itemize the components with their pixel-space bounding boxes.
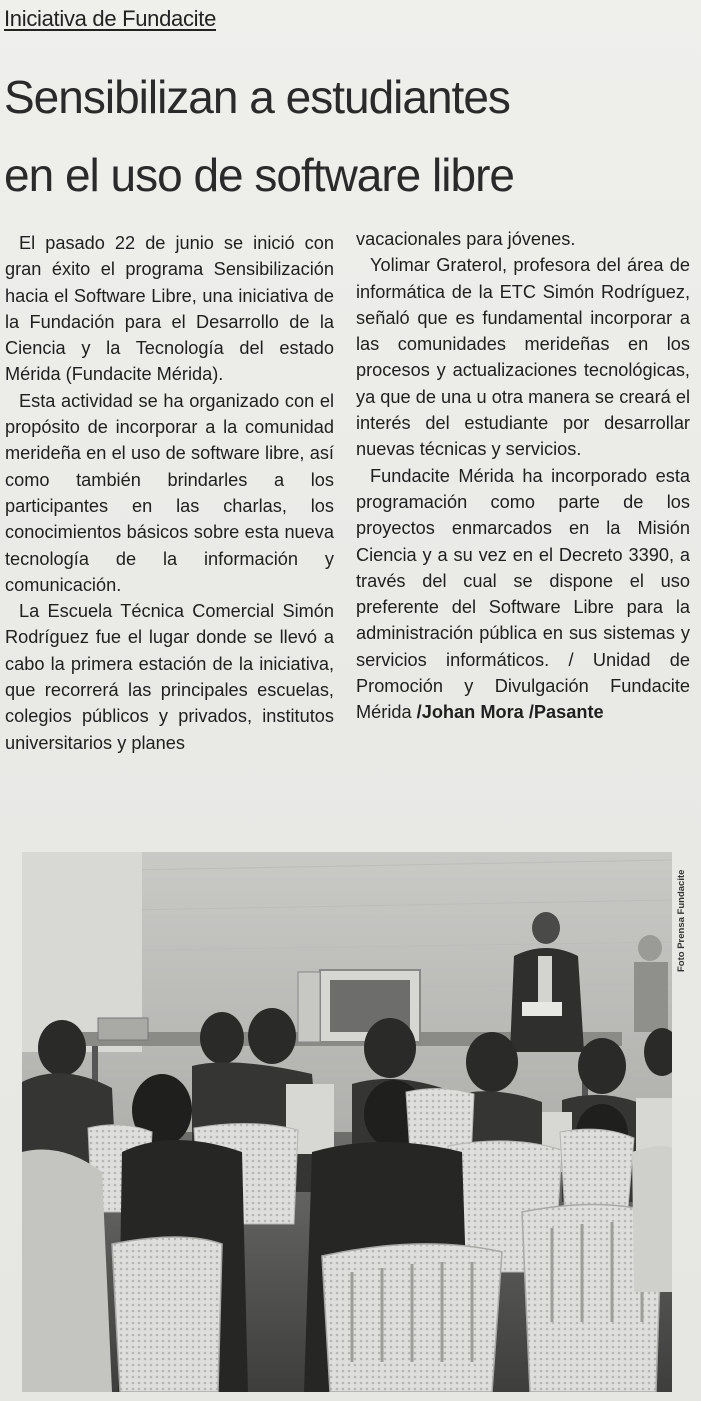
photo-credit: Foto Prensa Fundacite	[676, 869, 687, 972]
headline-line-1: Sensibilizan a estudiantes	[4, 71, 510, 123]
byline: /Johan Mora /Pasante	[416, 702, 604, 723]
section-kicker: Iniciativa de Fundacite	[4, 6, 217, 31]
article-column-left	[5, 230, 334, 756]
paragraph: Esta actividad se ha organizado con el propósito de incorporar a la comunidad merideña en el uso de software libre, así como también brindarles a los participantes en las charlas, los conocimientos básicos sobre esta nueva tecnología de la información y comunicación.	[5, 390, 334, 595]
paragraph: Yolimar Graterol, profesora del área de informática de la ETC Simón Rodríguez, señaló que es fundamental incorporar a las comunidades merideñas en los procesos y actualizaciones tecnológicas, ya que de una u otra manera se creará el interés del estudiante por desarrollar nuevas técnicas y servicios.	[356, 255, 690, 460]
headline-line-2: en el uso de software libre	[4, 149, 514, 201]
paragraph: El pasado 22 de junio se inició con gran éxito el programa Sensibilización hacia el Software Libre, una iniciativa de la Fundación para el Desarrollo de la Ciencia y la Tecnología del estado Mérida (Fundacite Mérida).	[5, 233, 334, 385]
article-column-right	[356, 226, 690, 726]
paragraph-continuation: vacacionales para jóvenes.	[356, 229, 576, 249]
paragraph: La Escuela Técnica Comercial Simón Rodríguez fue el lugar donde se llevó a cabo la primera estación de la iniciativa, que recorrerá las principales escuelas, colegios públicos y privados, institutos universitarios y planes	[5, 601, 334, 753]
paragraph-final-text: Fundacite Mérida ha incorporado esta programación como parte de los proyectos enmarcados en la Misión Ciencia y a su vez en el Decreto 3390, a través del cual se dispone el uso preferente del Software Libre para la administración pública en sus sistemas y servicios informáticos. / Unidad de Promoción y Divulgación Fundacite Mérida	[356, 465, 690, 723]
classroom-photo-image	[22, 852, 672, 1392]
headline	[4, 58, 694, 214]
paragraph-final	[356, 463, 690, 726]
article-photo	[22, 852, 672, 1392]
